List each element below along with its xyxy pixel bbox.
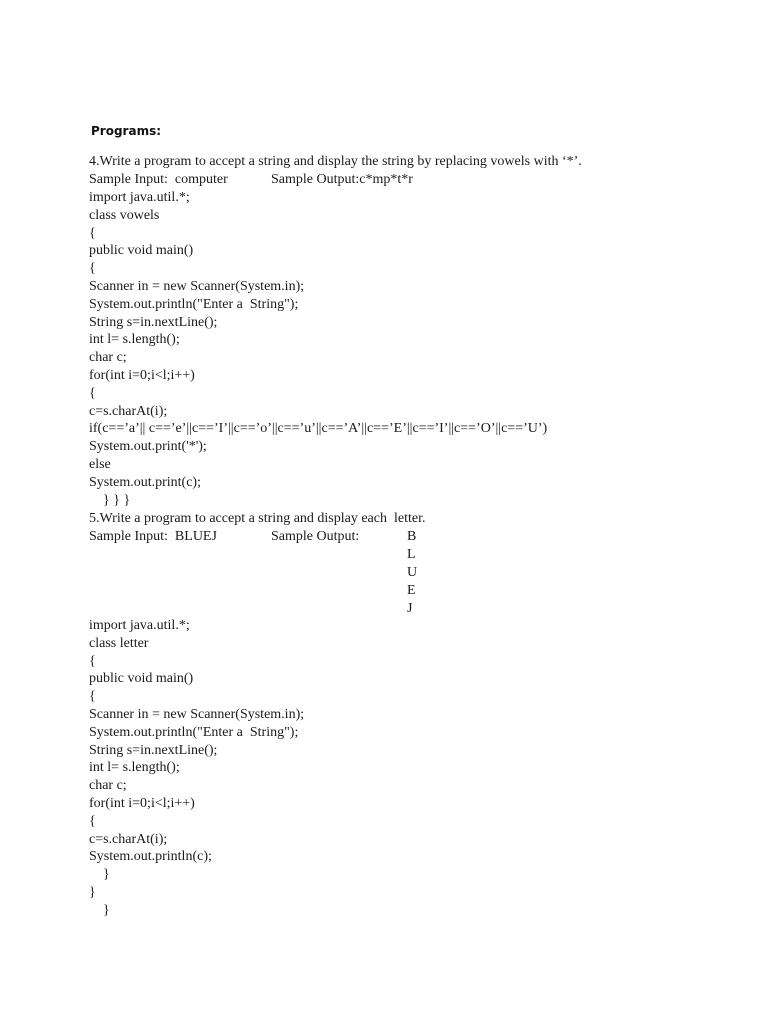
code-line: String s=in.nextLine();	[89, 314, 218, 330]
code-line: c=s.charAt(i);	[89, 831, 168, 847]
code-line: {	[89, 261, 96, 277]
code-line: for(int i=0;i<l;i++)	[89, 796, 195, 811]
output-letter: U	[407, 565, 418, 580]
code-line: else	[89, 457, 111, 472]
code-line: class letter	[89, 635, 149, 651]
page-heading: Programs:	[91, 124, 162, 138]
program5-sample-input: Sample Input: BLUEJ	[89, 529, 217, 544]
code-line: System.out.println("Enter a String");	[89, 296, 299, 312]
program4-question: 4.Write a program to accept a string and display the string by replacing vowels with ‘*’.	[89, 154, 582, 169]
code-line: }	[89, 885, 96, 900]
code-line: class vowels	[89, 207, 160, 223]
code-line: public void main()	[89, 243, 194, 259]
code-line: import java.util.*;	[89, 618, 190, 633]
code-line: System.out.println("Enter a String");	[89, 724, 299, 740]
code-line: import java.util.*;	[89, 190, 190, 205]
code-line: c=s.charAt(i);	[89, 403, 168, 419]
code-line: {	[89, 225, 96, 241]
code-line: char c;	[89, 350, 127, 366]
code-line: System.out.print(c);	[89, 474, 201, 490]
code-line: {	[89, 385, 96, 401]
code-line: } } }	[89, 492, 131, 508]
code-line: int l= s.length();	[89, 760, 180, 776]
code-line: Scanner in = new Scanner(System.in);	[89, 279, 305, 294]
output-letter: B	[407, 529, 417, 544]
code-line: String s=in.nextLine();	[89, 742, 218, 758]
code-line: {	[89, 689, 96, 705]
code-line: System.out.print('*');	[89, 439, 207, 455]
code-line: {	[89, 653, 96, 669]
code-line: for(int i=0;i<l;i++)	[89, 368, 195, 383]
program4-sample-input: Sample Input: computer	[89, 172, 228, 187]
code-line: public void main()	[89, 671, 194, 687]
program4-sample-output: Sample Output:c*mp*t*r	[271, 172, 413, 187]
code-line: {	[89, 813, 96, 829]
program5-question: 5.Write a program to accept a string and display each letter.	[89, 511, 426, 526]
code-line: }	[89, 867, 110, 883]
code-line: }	[89, 902, 110, 918]
code-line: char c;	[89, 778, 127, 794]
program5-sample-output: Sample Output:	[271, 529, 360, 544]
code-line: int l= s.length();	[89, 332, 180, 348]
program5-sample-row	[89, 528, 360, 546]
output-letter: L	[407, 547, 416, 562]
code-line: Scanner in = new Scanner(System.in);	[89, 707, 305, 722]
output-letter: J	[407, 601, 413, 616]
output-letter: E	[407, 583, 416, 598]
program4-sample-row	[89, 171, 413, 189]
code-line: if(c==’a’|| c==’e’||c==’I’||c==’o’||c==’u’||c==’A’||c==’E’||c==’I’||c==’O’||c==’U’)	[89, 421, 548, 437]
code-line: System.out.println(c);	[89, 849, 212, 865]
